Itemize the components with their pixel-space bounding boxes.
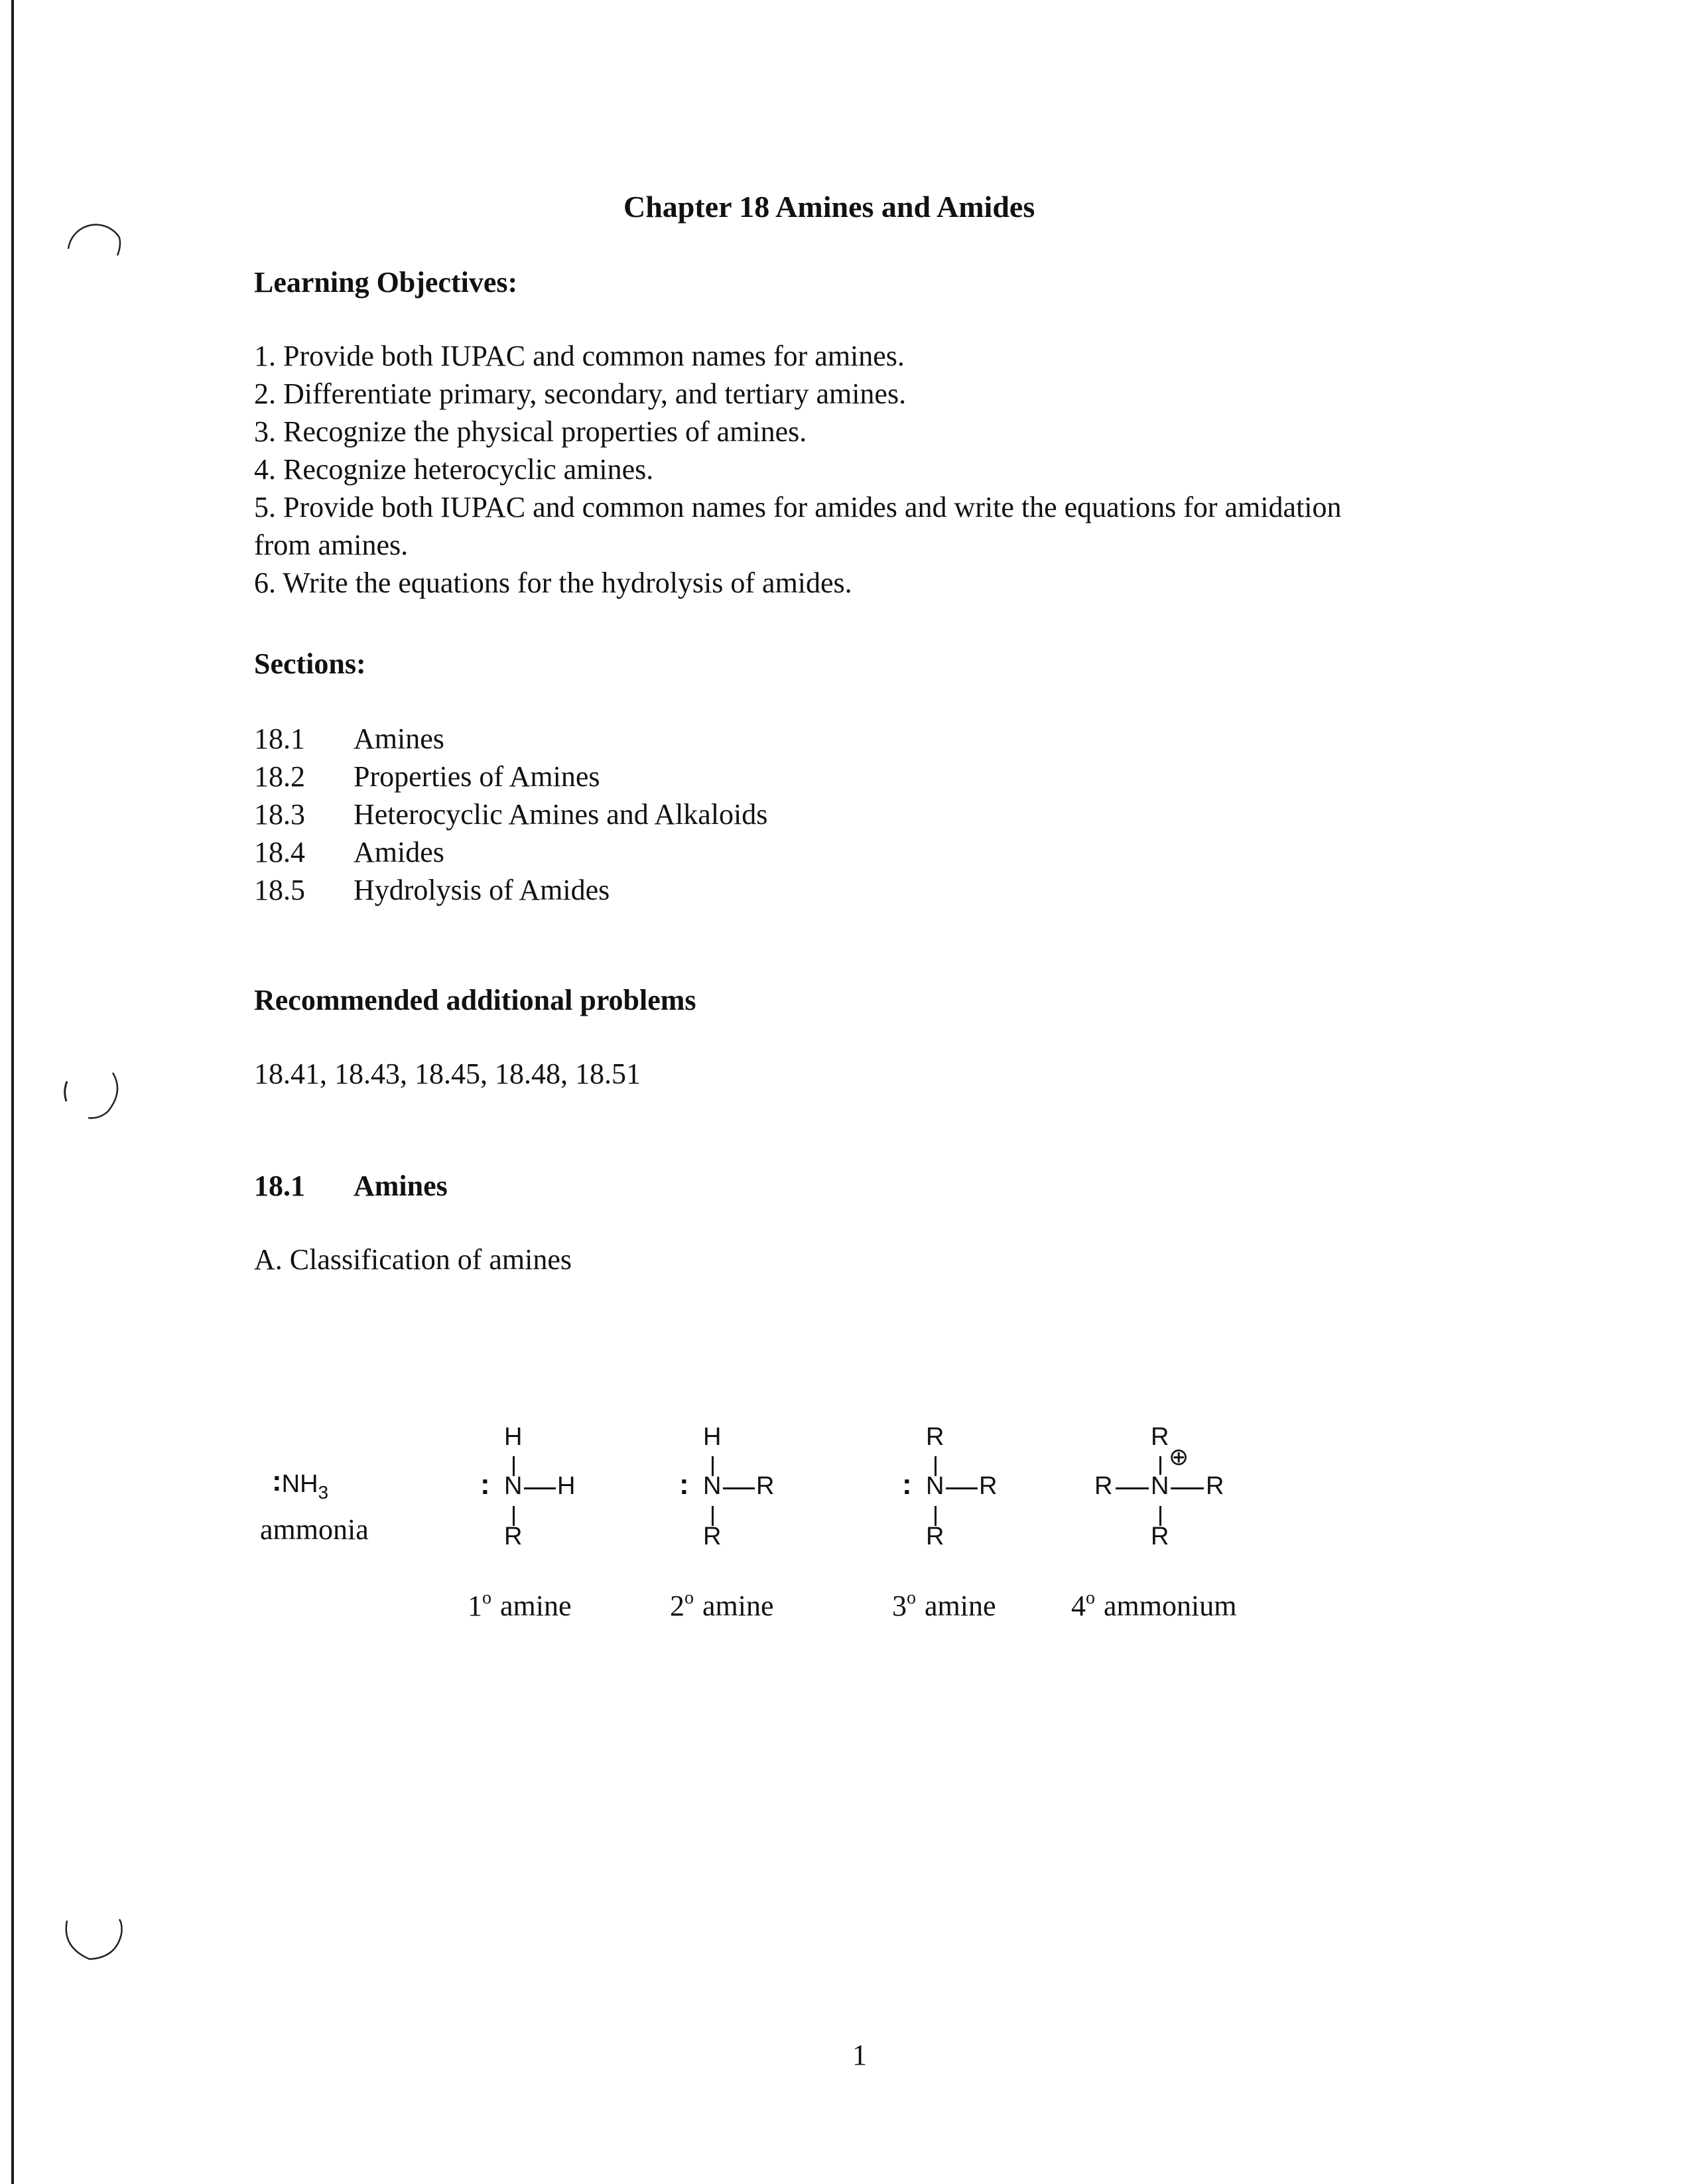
atom-bottom: R [703, 1523, 722, 1550]
section-number: 18.2 [254, 760, 305, 793]
atom-top: R [1151, 1423, 1169, 1451]
atom-nitrogen: N [926, 1472, 944, 1500]
positive-charge-icon: ⊕ [1169, 1443, 1189, 1470]
tertiary-amine-label: 3$^o$ amine [892, 1588, 996, 1622]
atom-right: H [557, 1472, 576, 1500]
ammonia-label: ammonia [260, 1513, 369, 1546]
atom-bottom: R [1151, 1523, 1169, 1550]
ammonia-structure [272, 1465, 329, 1503]
bond-horizontal [524, 1487, 556, 1489]
objective-item: 4. Recognize heterocyclic amines. [254, 453, 654, 486]
tertiary-amine-structure [882, 1423, 1028, 1582]
section-number: 18.3 [254, 798, 305, 831]
objective-item: 6. Write the equations for the hydrolysis of amides. [254, 567, 852, 599]
section-title: Amides [354, 836, 444, 868]
lone-pair-icon: : [480, 1468, 490, 1501]
atom-top: R [926, 1423, 944, 1451]
atom-right: R [1206, 1472, 1224, 1500]
quaternary-ammonium-label: 4$^o$ ammonium [1071, 1588, 1237, 1622]
atom-right: R [979, 1472, 998, 1500]
atom-bottom: R [926, 1523, 944, 1550]
atom-top: H [703, 1423, 722, 1451]
section-title: Properties of Amines [354, 760, 600, 793]
secondary-amine-structure [663, 1423, 809, 1582]
lone-pair-icon: : [679, 1468, 689, 1501]
secondary-amine-label: 2$^o$ amine [670, 1588, 774, 1622]
primary-amine-structure [458, 1423, 604, 1582]
formula-subscript: 3 [318, 1482, 329, 1503]
section-title: Heterocyclic Amines and Alkaloids [354, 798, 768, 831]
atom-left: R [1094, 1472, 1113, 1500]
objective-item: 3. Recognize the physical properties of amines. [254, 415, 807, 448]
lone-pair-icon: : [272, 1465, 282, 1497]
primary-amine-label: 1$^o$ amine [468, 1588, 572, 1622]
atom-nitrogen: N [504, 1472, 523, 1500]
section-title: Amines [354, 722, 444, 755]
ammonia-formula: NH [281, 1470, 318, 1498]
recommended-problems-heading: Recommended additional problems [254, 984, 696, 1016]
atom-nitrogen: N [703, 1472, 722, 1500]
section-number: 18.5 [254, 874, 305, 906]
section-title: Hydrolysis of Amides [354, 874, 610, 906]
bond-horizontal [1171, 1487, 1204, 1489]
bond-horizontal [1116, 1487, 1149, 1489]
atom-bottom: R [504, 1523, 523, 1550]
sections-heading: Sections: [254, 648, 366, 680]
atom-right: R [756, 1472, 775, 1500]
page-title: Chapter 18 Amines and Amides [623, 190, 1035, 224]
learning-objectives-heading: Learning Objectives: [254, 266, 518, 299]
objective-item: 5. Provide both IUPAC and common names for amides and write the equations for amidation from amines. [254, 491, 1342, 561]
recommended-problems-list: 18.41, 18.43, 18.45, 18.48, 18.51 [254, 1058, 641, 1090]
lone-pair-icon: : [902, 1468, 912, 1501]
bond-horizontal [946, 1487, 978, 1489]
bond-horizontal [723, 1487, 755, 1489]
page-number: 1 [852, 2039, 867, 2071]
quaternary-ammonium-structure [1094, 1423, 1267, 1582]
objective-item: 1. Provide both IUPAC and common names for amines. [254, 340, 905, 372]
section-number: 18.1 [254, 722, 305, 755]
section-18-1-number: 18.1 [254, 1170, 305, 1202]
section-18-1-title: Amines [354, 1170, 448, 1202]
atom-top: H [504, 1423, 523, 1451]
objective-item: 2. Differentiate primary, secondary, and tertiary amines. [254, 377, 907, 410]
section-number: 18.4 [254, 836, 305, 868]
atom-nitrogen: N [1151, 1472, 1169, 1500]
classification-subheading: A. Classification of amines [254, 1243, 572, 1276]
